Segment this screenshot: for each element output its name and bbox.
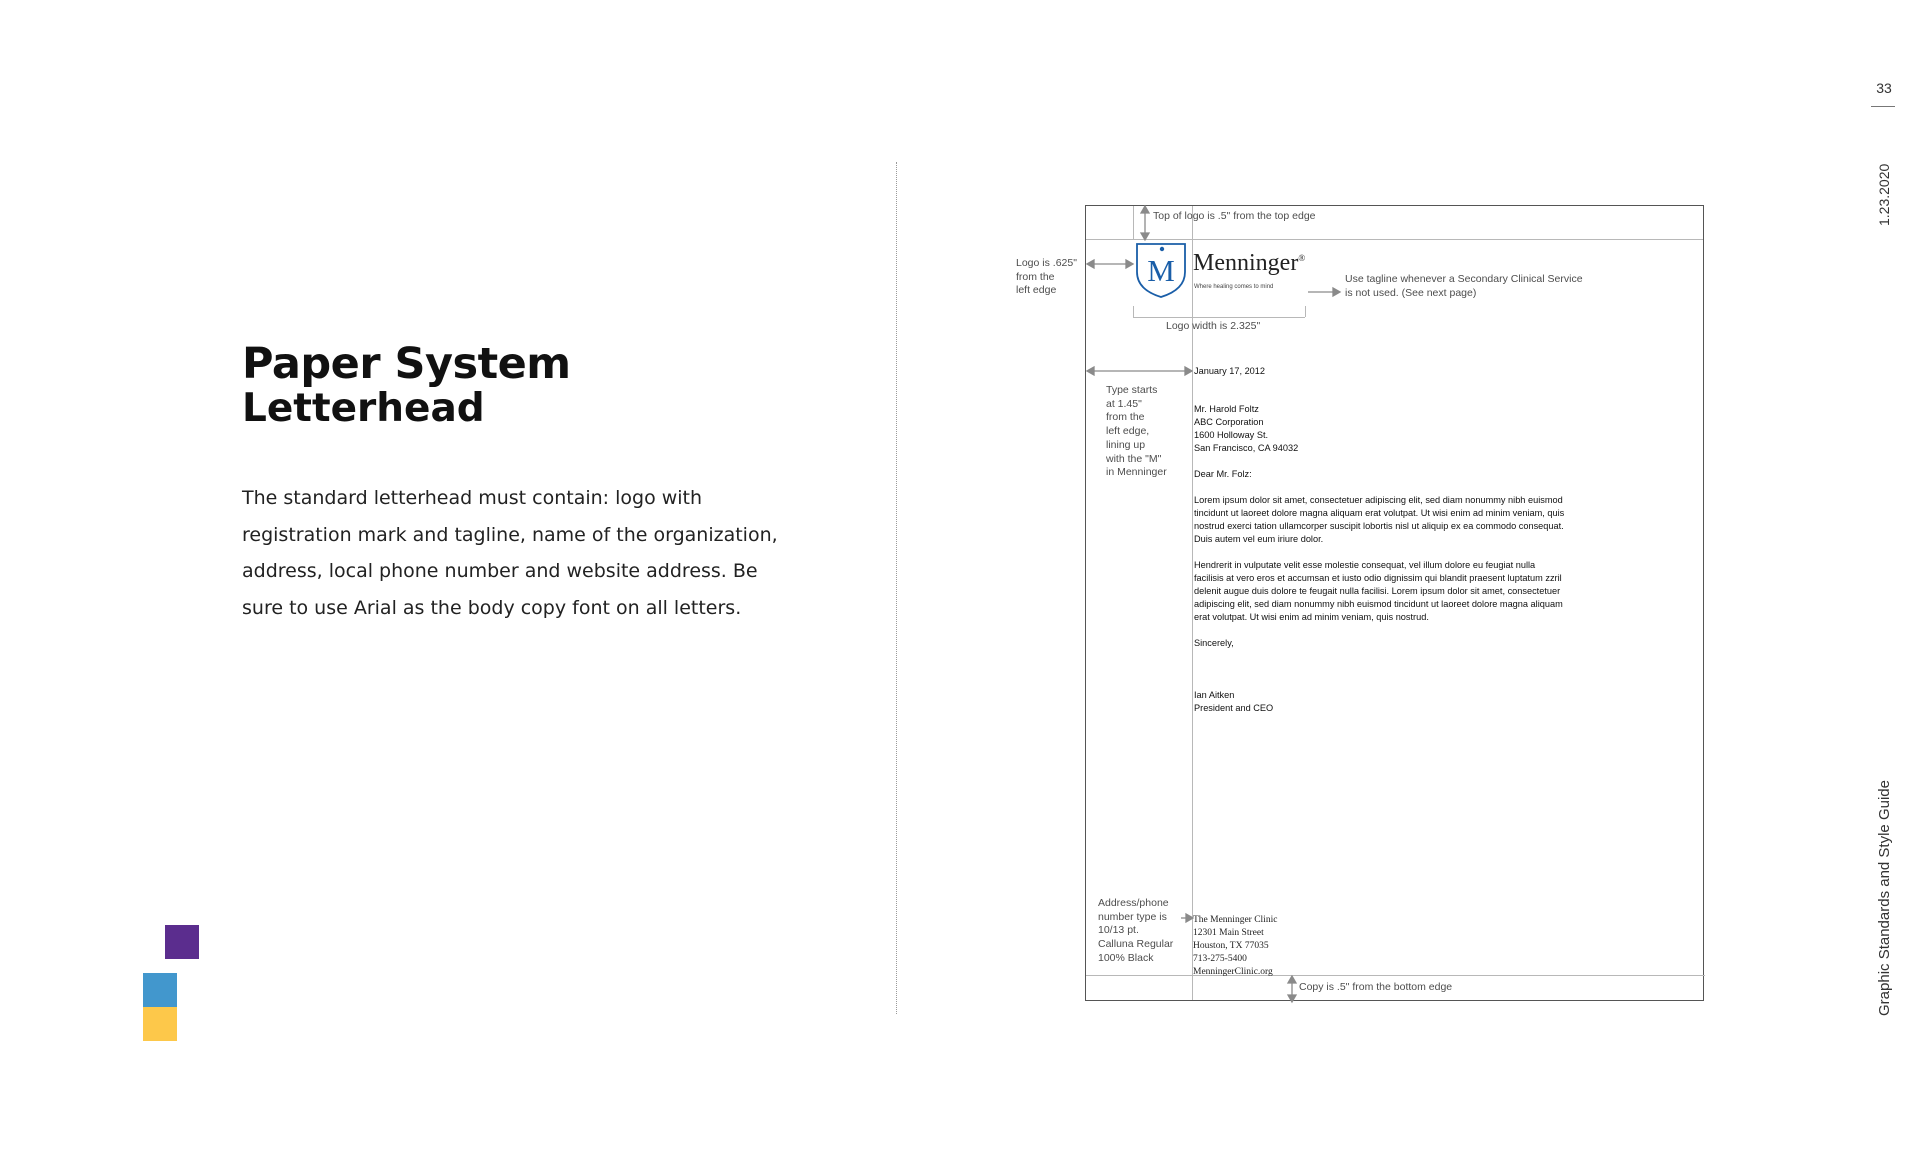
purple-square-decoration <box>165 925 199 959</box>
page-number-rule <box>1871 106 1895 107</box>
letter-footer-address: The Menninger Clinic 12301 Main Street Houston, TX 77035 713-275-5400 MenningerClinic.org <box>1193 915 1278 977</box>
letter-date: January 17, 2012 <box>1194 366 1266 376</box>
letter-closing: Sincerely, <box>1194 638 1234 648</box>
page-number: 33 <box>1876 80 1892 96</box>
logo-width-bracket-left <box>1133 306 1134 317</box>
top-margin-guide <box>1086 239 1703 240</box>
logo-width-bracket-right <box>1305 306 1306 317</box>
logo-width-annotation: Logo width is 2.325" <box>1166 320 1261 332</box>
page-title: Paper System <box>242 339 571 389</box>
address-type-annotation: Address/phone number type is 10/13 pt. Calluna Regular 100% Black <box>1098 897 1174 964</box>
document-date: 1.23.2020 <box>1876 163 1892 226</box>
logo-left-annotation: Logo is .625" from the left edge <box>1016 257 1077 297</box>
tagline-annotation: Use tagline whenever a Secondary Clinical Service is not used. (See next page) <box>1345 273 1583 299</box>
logo-width-bracket <box>1133 317 1305 318</box>
letter-paragraph-1: Lorem ipsum dolor sit amet, consectetuer adipiscing elit, sed diam nonummy nibh euismod tincidunt ut laoreet dolore magna aliquam erat volutpat. Ut wisi enim ad minim veniam, quis nostrud exerci tation ullamcorper suscipit lobortis nisl ut aliquip ex ea commodo consequat. Duis autem vel eum iriure dolor. <box>1194 495 1565 544</box>
logo-left-guide <box>1133 206 1134 240</box>
blue-square-decoration <box>143 973 177 1007</box>
type-start-annotation: Type starts at 1.45" from the left edge, lining up with the "M" in Menninger <box>1106 384 1167 479</box>
menninger-wordmark: Menninger® <box>1193 250 1306 276</box>
letter-salutation: Dear Mr. Folz: <box>1194 469 1252 479</box>
guide-title: Graphic Standards and Style Guide <box>1876 780 1893 1016</box>
intro-paragraph: The standard letterhead must contain: logo with registration mark and tagline, name of the organization, address, local phone number and website address. Be sure to use Arial as the body copy font on all letters. <box>242 487 778 619</box>
page-subtitle: Letterhead <box>242 386 485 431</box>
letter-signature: Ian Aitken President and CEO <box>1194 690 1274 713</box>
top-logo-annotation: Top of logo is .5" from the top edge <box>1153 210 1316 222</box>
svg-text:M: M <box>1147 253 1175 288</box>
copy-bottom-annotation: Copy is .5" from the bottom edge <box>1299 981 1453 993</box>
letter-paragraph-2: Hendrerit in vulputate velit esse molestie consequat, vel illum dolore eu feugiat nulla facilisis at vero eros et accumsan et iusto odio dignissim qui blandit praesent luptatum zzril delenit augue duis dolore te feugait nulla facilisi. Lorem ipsum dolor sit amet, consectetuer adipiscing elit, sed diam nonummy nibh euismod tincidunt ut laoreet dolore magna aliquam erat volutpat. Ut wisi enim ad minim veniam, quis nostrud. <box>1194 560 1563 622</box>
menninger-shield-icon <box>1134 242 1188 298</box>
bottom-margin-guide <box>1086 975 1705 976</box>
letter-recipient: Mr. Harold Foltz ABC Corporation 1600 Holloway St. San Francisco, CA 94032 <box>1194 404 1299 453</box>
column-divider <box>896 162 897 1014</box>
logo-tagline: Where healing comes to mind <box>1194 284 1274 290</box>
yellow-square-decoration <box>143 1007 177 1041</box>
